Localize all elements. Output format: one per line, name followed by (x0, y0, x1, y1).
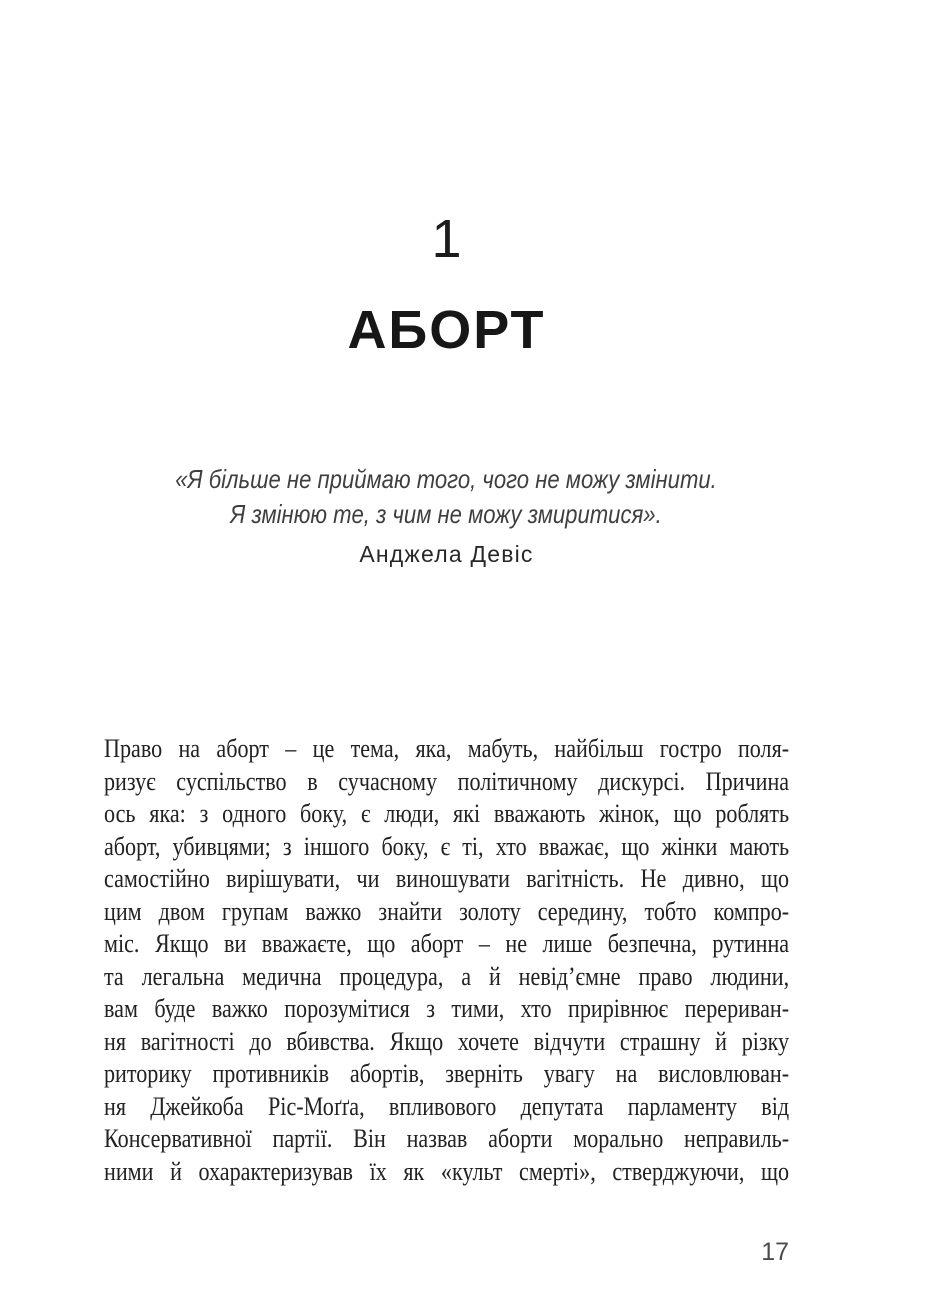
body-line: самостійно вирішувати, чи виношувати вагітність. Не дивно, що (104, 864, 790, 893)
body-line: міс. Якщо ви вважаєте, що аборт – не лише безпечна, рутинна (104, 929, 790, 958)
body-line: та легальна медична процедура, а й невід’ємне право людини, (104, 961, 790, 991)
body-line: аборт, убивцями; з іншого боку, є ті, хто вважає, що жінки мають (104, 831, 790, 861)
body-line: риторику противників абортів, зверніть увагу на висловлюван- (104, 1059, 790, 1088)
body-line: ня Джейкоба Ріс-Моґґа, впливового депутата парламенту від (104, 1091, 790, 1121)
body-paragraph (104, 733, 789, 1188)
epigraph-quote (103, 462, 788, 532)
chapter-title: АБОРТ (347, 300, 546, 360)
page-number: 17 (761, 1238, 789, 1266)
epigraph-line: «Я більше не приймаю того, чого не можу змінити. (175, 464, 717, 494)
body-line: ось яка: з одного боку, є люди, які вважають жінок, що роблять (104, 799, 790, 828)
body-line: ними й охарактеризував їх як «культ смерті», стверджуючи, що (104, 1156, 790, 1186)
body-line: ризує суспільство в сучасному політичному дискурсі. Причина (104, 766, 790, 796)
body-line: Право на аборт – це тема, яка, мабуть, найбільш гостро поля- (104, 734, 790, 763)
epigraph-attribution: Анджела Девіс (359, 541, 534, 567)
body-line: Консервативної партії. Він назвав аборти морально неправиль- (104, 1124, 790, 1153)
chapter-number: 1 (431, 209, 462, 269)
body-line: цим двом групам важко знайти золоту середину, тобто компро- (104, 896, 790, 926)
body-line: ня вагітності до вбивства. Якщо хочете відчути страшну й різку (104, 1026, 790, 1056)
body-line: вам буде важко порозумітися з тими, хто прирівнює перериван- (104, 994, 790, 1023)
epigraph-line: Я змінюю те, з чим не можу змиритися». (230, 499, 662, 529)
